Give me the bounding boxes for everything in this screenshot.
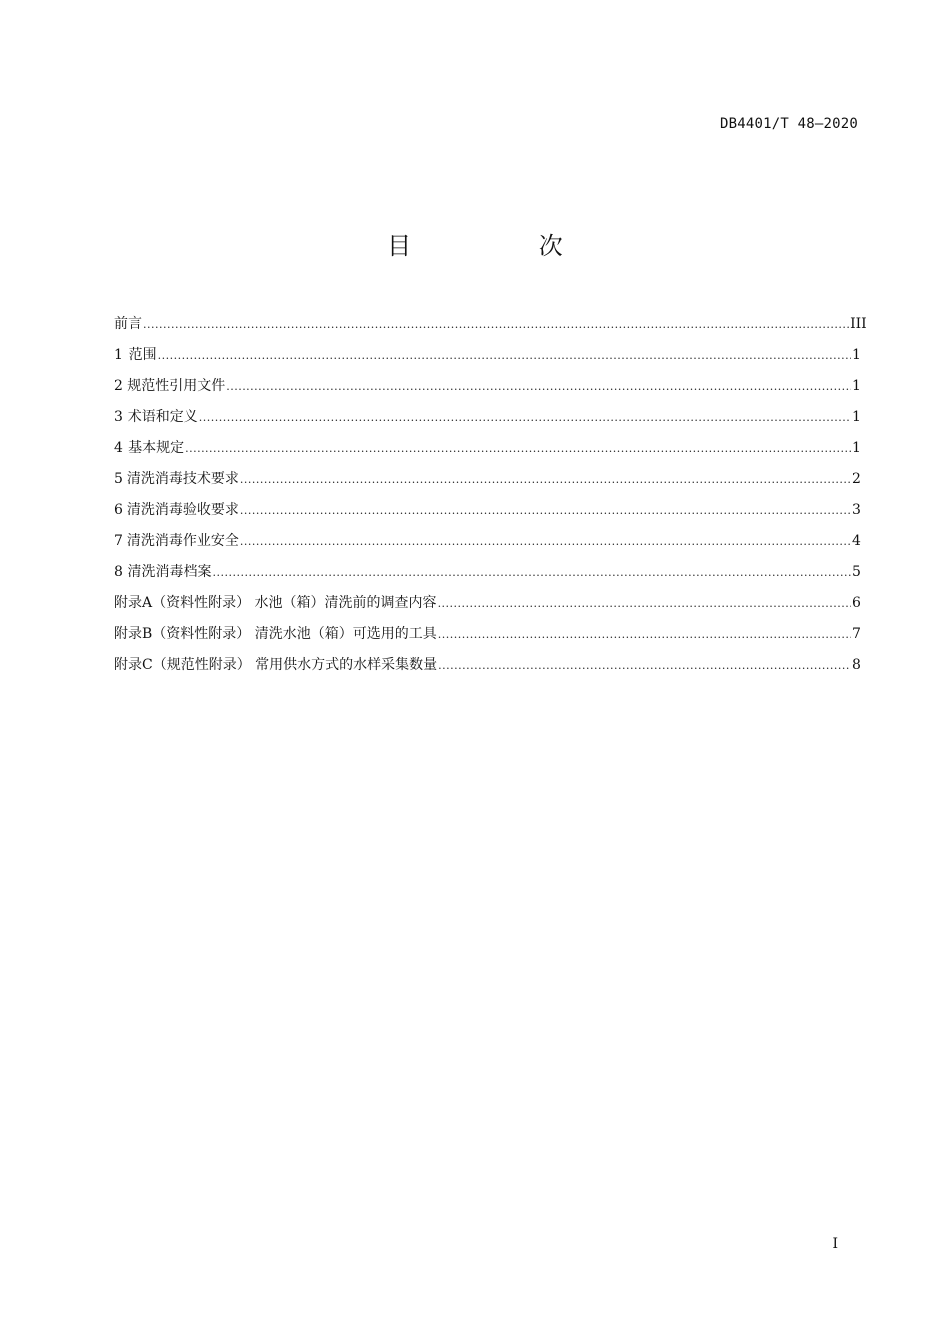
toc-entry-5[interactable] [114,467,860,498]
toc-entry-number: 5 [114,471,123,487]
toc-entry-label: 前言 [114,316,142,332]
toc-entry-8[interactable] [114,560,860,591]
toc-dot-leader [240,498,851,523]
toc-entry-preface[interactable] [114,312,867,343]
toc-dot-leader [199,405,851,430]
toc-entry-page: III [850,316,867,332]
toc-entry-label: 附录A（资料性附录） 水池（箱）清洗前的调查内容 [114,595,437,611]
toc-dot-leader [240,467,851,492]
toc-entry-number: 4 [114,440,123,456]
toc-entry-label: 清洗消毒作业安全 [126,533,239,549]
toc-entry-page: 3 [852,502,861,518]
toc-entry-label: 附录B（资料性附录） 清洗水池（箱）可选用的工具 [114,626,437,642]
toc-entry-label: 清洗消毒档案 [127,564,212,580]
toc-entry-page: 7 [852,626,861,642]
toc-entry-appendix-a[interactable] [114,591,860,622]
toc-dot-leader [226,374,851,399]
toc-entry-number: 7 [114,533,123,549]
toc-entry-page: 4 [852,533,861,549]
toc-entry-appendix-c[interactable] [114,653,860,684]
toc-dot-leader [213,560,852,585]
toc-entry-page: 5 [852,564,861,580]
toc-dot-leader [438,653,851,678]
toc-entry-page: 1 [852,378,861,394]
toc-dot-leader [185,436,851,461]
toc-entry-number: 1 [114,347,123,363]
toc-entry-label: 术语和定义 [127,409,198,425]
toc-dot-leader [438,622,851,647]
toc-entry-label: 清洗消毒验收要求 [126,502,239,518]
toc-entry-number: 6 [114,502,123,518]
toc-entry-7[interactable] [114,529,860,560]
toc-dot-leader [143,312,849,337]
toc-entry-3[interactable] [114,405,860,436]
toc-entry-label: 附录C（规范性附录） 常用供水方式的水样采集数量 [114,657,438,673]
toc-entry-page: 2 [852,471,861,487]
toc-entry-label: 范围 [128,347,157,363]
toc-entry-1[interactable] [114,343,860,374]
page-number: I [832,1236,838,1252]
toc-dot-leader [240,529,851,554]
toc-entry-number: 3 [114,409,123,425]
toc-entry-label: 清洗消毒技术要求 [126,471,239,487]
table-of-contents [114,312,867,684]
toc-entry-4[interactable] [114,436,860,467]
toc-entry-page: 6 [852,595,861,611]
toc-entry-page: 1 [852,440,861,456]
toc-dot-leader [158,343,851,368]
toc-entry-appendix-b[interactable] [114,622,860,653]
toc-entry-2[interactable] [114,374,860,405]
toc-entry-6[interactable] [114,498,860,529]
toc-entry-label: 规范性引用文件 [127,378,226,394]
toc-title: 目 次 [387,232,623,260]
toc-entry-page: 1 [852,409,861,425]
toc-entry-page: 1 [852,347,861,363]
document-code: DB4401/T 48—2020 [719,116,858,132]
toc-entry-number: 8 [114,564,123,580]
toc-entry-number: 2 [114,378,123,394]
toc-dot-leader [438,591,851,616]
toc-entry-page: 8 [852,657,861,673]
toc-entry-label: 基本规定 [128,440,185,456]
